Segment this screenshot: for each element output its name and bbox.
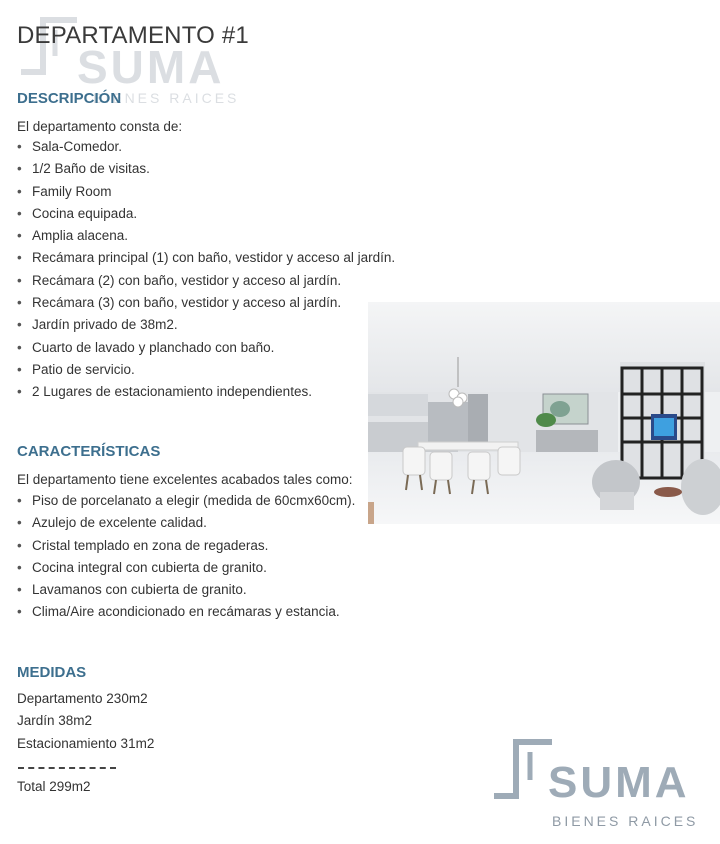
logo-brand: SUMA bbox=[548, 758, 690, 807]
logo-tagline: BIENES RAICES bbox=[552, 813, 699, 829]
list-item: • Family Room bbox=[17, 181, 395, 203]
description-intro: El departamento consta de: bbox=[17, 119, 183, 134]
measure-line: Jardín 38m2 bbox=[17, 713, 93, 729]
logo-mark-icon bbox=[490, 738, 556, 800]
list-item: • Cocina equipada. bbox=[17, 203, 395, 225]
list-item: • Cristal templado en zona de regaderas. bbox=[17, 535, 355, 557]
description-heading: DESCRIPCIÓN bbox=[17, 90, 122, 107]
measures-heading: MEDIDAS bbox=[17, 664, 87, 681]
description-list bbox=[17, 136, 395, 404]
measures-total: Total 299m2 bbox=[17, 779, 91, 794]
list-item: • Clima/Aire acondicionado en recámaras y estancia. bbox=[17, 601, 355, 623]
list-item: • Recámara (2) con baño, vestidor y acceso al jardín. bbox=[17, 270, 395, 292]
list-item: • Patio de servicio. bbox=[17, 359, 395, 381]
features-intro: El departamento tiene excelentes acabados tales como: bbox=[17, 472, 353, 487]
list-item: • Sala-Comedor. bbox=[17, 136, 395, 158]
interior-render-image bbox=[368, 302, 720, 524]
list-item: • Piso de porcelanato a elegir (medida de 60cmx60cm). bbox=[17, 490, 355, 512]
features-heading: CARACTERÍSTICAS bbox=[17, 443, 161, 460]
list-item: • Cuarto de lavado y planchado con baño. bbox=[17, 337, 395, 359]
list-item: • Lavamanos con cubierta de granito. bbox=[17, 579, 355, 601]
list-item: • 2 Lugares de estacionamiento independientes. bbox=[17, 381, 395, 403]
features-list bbox=[17, 490, 355, 624]
brand-logo bbox=[490, 738, 715, 833]
list-item: • Recámara (3) con baño, vestidor y acceso al jardín. bbox=[17, 292, 395, 314]
measure-line: Departamento 230m2 bbox=[17, 691, 148, 706]
list-item: • 1/2 Baño de visitas. bbox=[17, 158, 395, 180]
list-item: • Cocina integral con cubierta de granito. bbox=[17, 557, 355, 579]
list-item: • Amplia alacena. bbox=[17, 225, 395, 247]
watermark-brand: SUMA bbox=[77, 41, 225, 93]
measures-list bbox=[17, 688, 154, 755]
watermark-tagline: BIENES RAICES bbox=[93, 90, 240, 106]
measure-line: Estacionamiento 31m2 bbox=[17, 735, 155, 751]
page-title: DEPARTAMENTO #1 bbox=[17, 22, 249, 49]
list-item: • Azulejo de excelente calidad. bbox=[17, 512, 355, 534]
list-item: • Recámara principal (1) con baño, vestidor y acceso al jardín. bbox=[17, 247, 395, 269]
list-item: • Jardín privado de 38m2. bbox=[17, 314, 395, 336]
total-separator bbox=[18, 767, 116, 769]
